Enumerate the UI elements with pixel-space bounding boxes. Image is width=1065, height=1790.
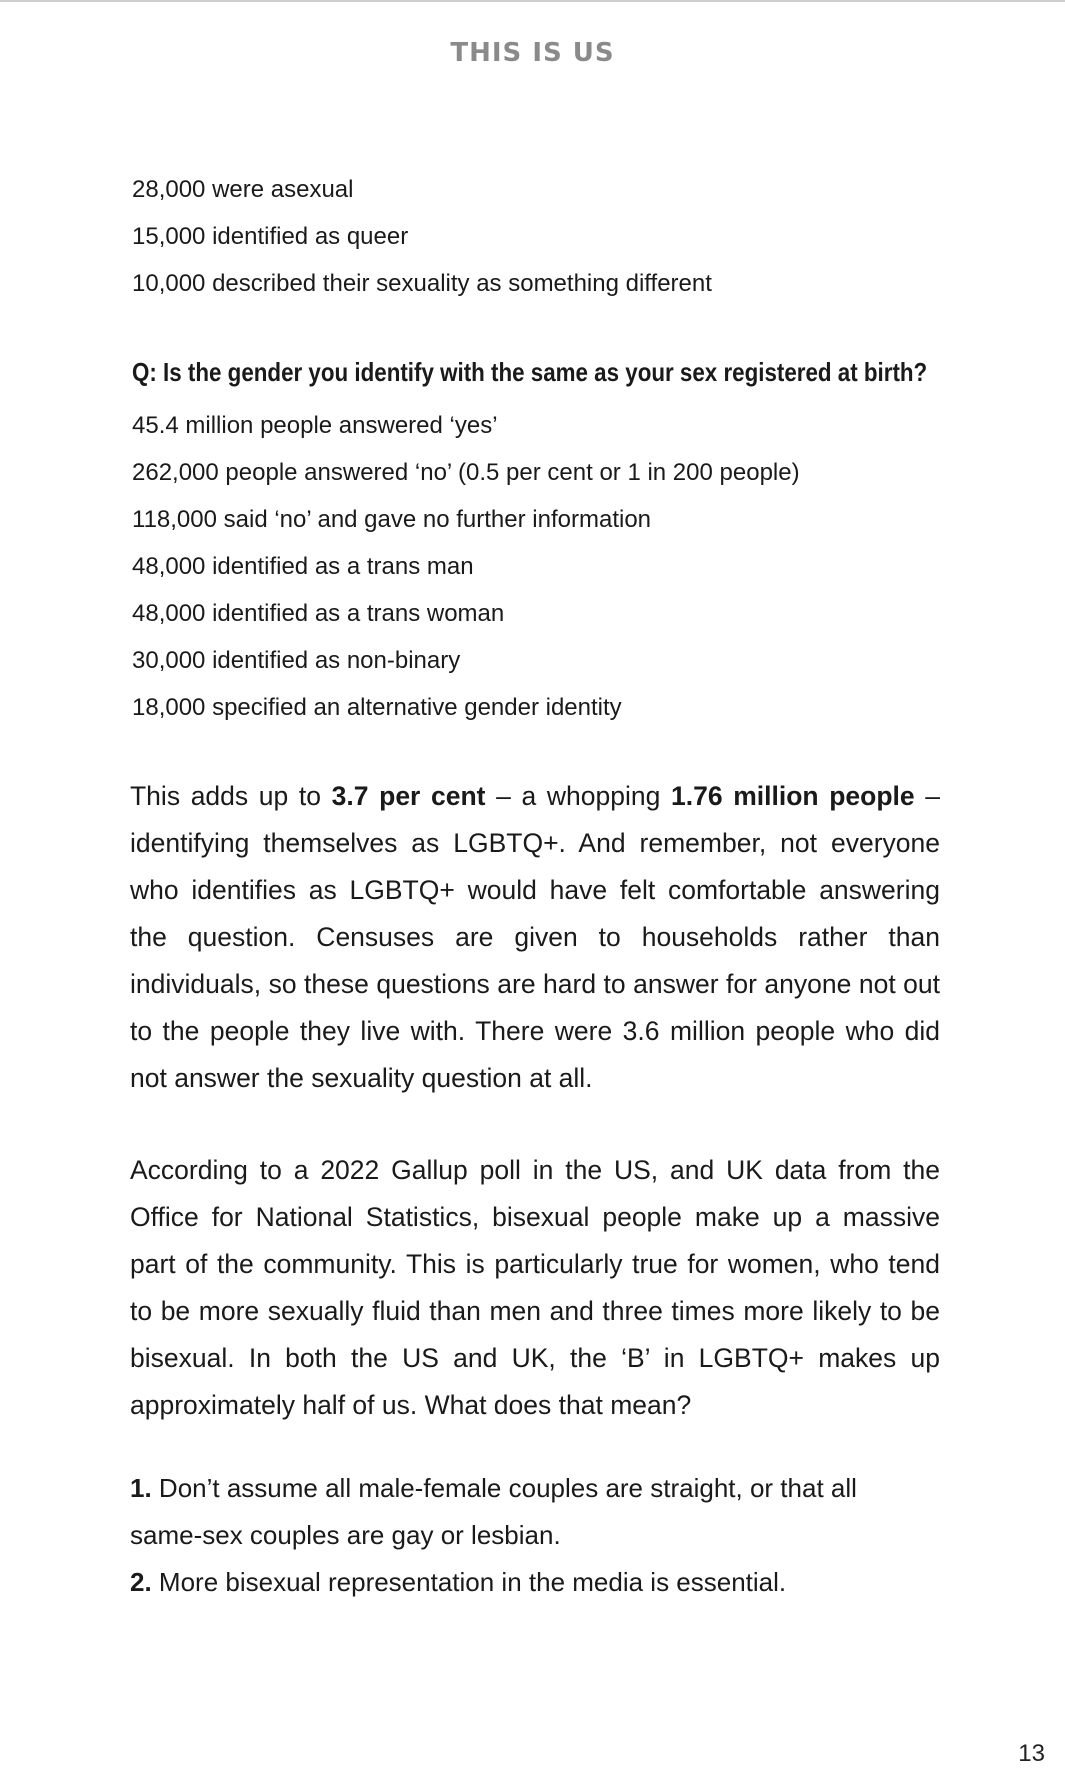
takeaway-item [130, 1465, 930, 1559]
gender-question-heading: Q: Is the gender you identify with the same as your sex registered at birth? [132, 357, 928, 387]
list-item: 15,000 identified as queer [132, 223, 409, 250]
text-run: This adds up to [130, 781, 332, 811]
list-item: 30,000 identified as non-binary [132, 647, 461, 674]
bold-percent: 3.7 per cent [331, 781, 486, 811]
list-item: 10,000 described their sexuality as something different [132, 270, 712, 297]
list-item: 28,000 were asexual [132, 176, 354, 203]
text-run: – a whopping [485, 781, 671, 811]
bold-count: 1.76 million people [670, 781, 915, 811]
page-number: 13 [1018, 1740, 1045, 1767]
item-number: 2. [130, 1567, 152, 1597]
list-item: 45.4 million people answered ‘yes’ [132, 412, 498, 439]
running-head: THIS IS US [450, 38, 615, 68]
summary-paragraph [130, 773, 940, 1102]
sexuality-stats-list [132, 166, 712, 307]
takeaways-list [130, 1465, 930, 1606]
gender-stats-list [132, 402, 800, 731]
item-text: More bisexual representation in the media is essential. [151, 1567, 787, 1597]
page-top-edge [0, 0, 1065, 2]
item-number: 1. [130, 1473, 152, 1503]
item-text: Don’t assume all male-female couples are straight, or that all same-sex couples are gay or lesbian. [130, 1473, 857, 1550]
list-item: 48,000 identified as a trans woman [132, 600, 505, 627]
list-item: 262,000 people answered ‘no’ (0.5 per cent or 1 in 200 people) [132, 459, 800, 486]
takeaway-item [130, 1559, 930, 1606]
list-item: 18,000 specified an alternative gender identity [132, 694, 622, 721]
text-run: – identifying themselves as LGBTQ+. And remember, not everyone who identifies as LGBTQ+ would have felt comfortable answering the question. Censuses are given to households rather than individuals, so these questions are hard to answer for anyone not out to the people they live with. There were 3.6 million people who did not answer the sexuality question at all. [130, 781, 940, 1093]
bisexual-paragraph: According to a 2022 Gallup poll in the US, and UK data from the Office for National Statistics, bisexual people make up a massive part of the community. This is particularly true for women, who tend to be more sexually fluid than men and three times more likely to be bisexual. In both the US and UK, the ‘B’ in LGBTQ+ makes up approximately half of us. What does that mean? [130, 1155, 940, 1420]
list-item: 118,000 said ‘no’ and gave no further information [132, 506, 652, 533]
list-item: 48,000 identified as a trans man [132, 553, 474, 580]
